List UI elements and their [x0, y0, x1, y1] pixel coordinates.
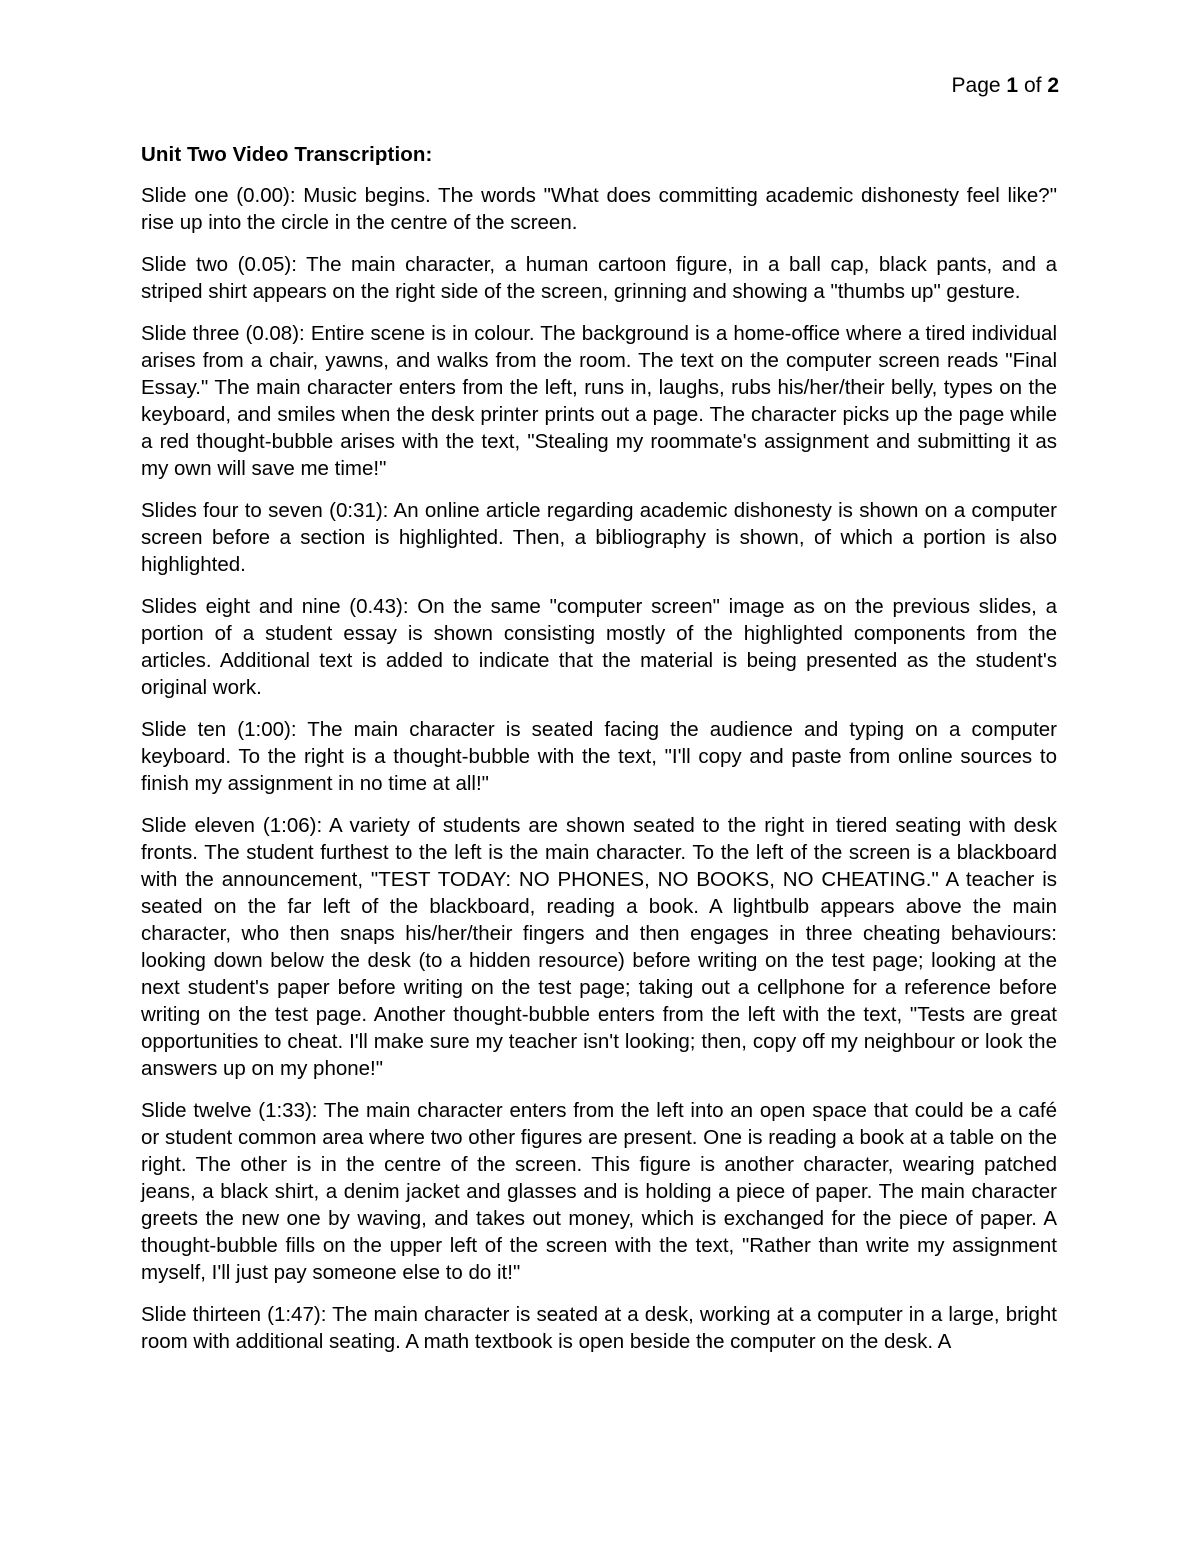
paragraph-slide-one: Slide one (0.00): Music begins. The words "What does committing academic dishonesty feel like?" rise up into the circle in the centre of the screen. — [141, 184, 1057, 234]
page-number-total: 2 — [1047, 74, 1059, 97]
paragraph-slides-four-to-seven: Slides four to seven (0:31): An online article regarding academic dishonesty is shown on a computer screen before a section is highlighted. Then, a bibliography is shown, of which a portion is also highlighted. — [141, 499, 1057, 576]
paragraph-slide-two: Slide two (0.05): The main character, a human cartoon figure, in a ball cap, black pants, and a striped shirt appears on the right side of the screen, grinning and showing a "thumbs up" gesture. — [141, 253, 1057, 303]
paragraph-slides-eight-and-nine: Slides eight and nine (0.43): On the same "computer screen" image as on the previous slides, a portion of a student essay is shown consisting mostly of the highlighted components from the articles. Additional text is added to indicate that the material is being presented as the student's original work. — [141, 595, 1057, 699]
document-heading: Unit Two Video Transcription: — [141, 143, 433, 166]
page-number-prefix: Page — [951, 74, 1001, 97]
paragraph-slide-eleven: Slide eleven (1:06): A variety of students are shown seated to the right in tiered seating with desk fronts. The student furthest to the left is the main character. To the left of the screen is a blackboard with the announcement, "TEST TODAY: NO PHONES, NO BOOKS, NO CHEATING." A teacher is seated on the far left of the blackboard, reading a book. A lightbulb appears above the main character, who then snaps his/her/their fingers and then engages in three cheating behaviours: looking down below the desk (to a hidden resource) before writing on the test page; looking at the next student's paper before writing on the test page; taking out a cellphone for a reference before writing on the test page. Another thought-bubble enters from the left with the text, "Tests are great opportunities to cheat. I'll make sure my teacher isn't looking; then, copy off my neighbour or look the answers up on my phone!" — [141, 814, 1057, 1080]
document-body — [141, 141, 1057, 1370]
page-number-of: of — [1023, 74, 1042, 97]
page-number — [952, 73, 1059, 99]
paragraph-slide-thirteen: Slide thirteen (1:47): The main character is seated at a desk, working at a computer in a large, bright room with additional seating. A math textbook is open beside the computer on the desk. A — [141, 1303, 1057, 1353]
page-number-current: 1 — [1006, 74, 1019, 97]
paragraph-slide-ten: Slide ten (1:00): The main character is seated facing the audience and typing on a computer keyboard. To the right is a thought-bubble with the text, "I'll copy and paste from online sources to finish my assignment in no time at all!" — [141, 718, 1057, 795]
paragraph-slide-three: Slide three (0.08): Entire scene is in colour. The background is a home-office where a tired individual arises from a chair, yawns, and walks from the room. The text on the computer screen reads "Final Essay." The main character enters from the left, runs in, laughs, rubs his/her/their belly, types on the keyboard, and smiles when the desk printer prints out a page. The character picks up the page while a red thought-bubble arises with the text, "Stealing my roommate's assignment and submitting it as my own will save me time!" — [141, 322, 1057, 480]
paragraph-slide-twelve: Slide twelve (1:33): The main character enters from the left into an open space that could be a café or student common area where two other figures are present. One is reading a book at a table on the right. The other is in the centre of the screen. This figure is another character, wearing patched jeans, a black shirt, a denim jacket and glasses and is holding a piece of paper. The main character greets the new one by waving, and takes out money, which is exchanged for the piece of paper. A thought-bubble fills on the upper left of the screen with the text, "Rather than write my assignment myself, I'll just pay someone else to do it!" — [141, 1099, 1057, 1284]
